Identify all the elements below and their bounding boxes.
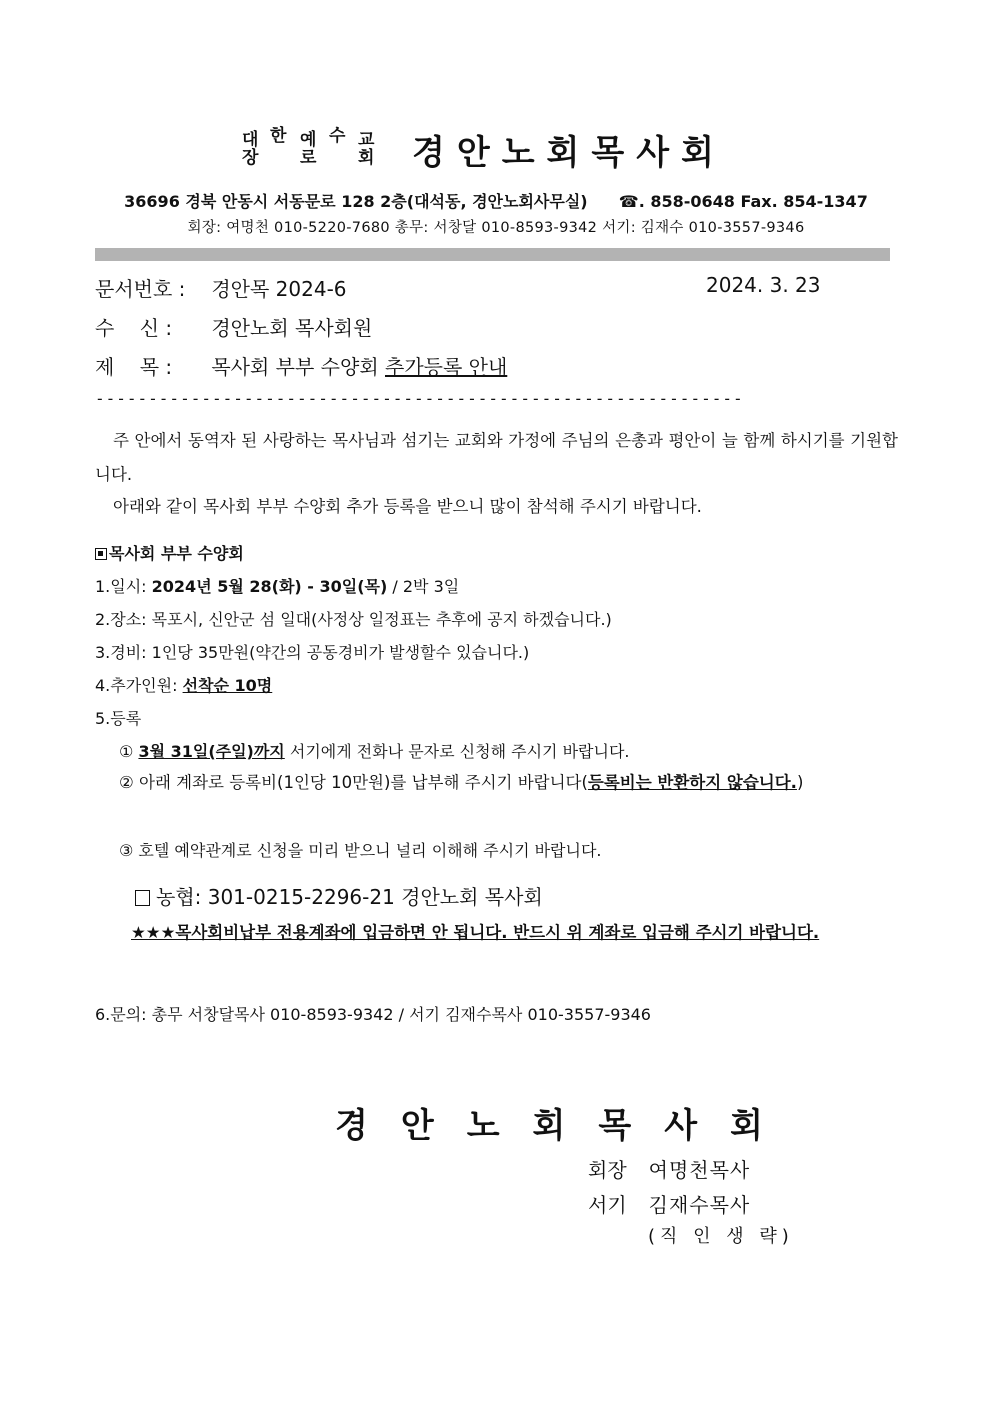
subject-value-underlined: 추가등록 안내 (385, 355, 508, 379)
registration-step-3 (119, 838, 602, 861)
greeting-paragraph: 주 안에서 동역자 된 사랑하는 목사님과 섬기는 교회와 가정에 주님의 은총과 평안이 늘 함께 하시기를 기원합니다. (95, 431, 898, 484)
denom-char: 수 (329, 126, 346, 146)
letterhead-title: 경안노회목사회 (412, 133, 726, 173)
recipient-row (95, 312, 372, 341)
subject-label: 제 목 : (95, 355, 173, 379)
payment-warning: ★★★목사회비납부 전용계좌에 입금하면 안 됩니다. 반드시 위 계좌로 입금해 주시기 바랍니다. (131, 923, 820, 942)
section-title-text: 목사회 부부 수양회 (109, 544, 244, 563)
item-additional (95, 673, 272, 696)
item-date-duration: / 2박 3일 (387, 577, 460, 596)
doc-number-value: 경안목 2024-6 (211, 277, 347, 301)
item-additional-label: 4.추가인원: (95, 676, 183, 695)
step-text-end: ) (796, 773, 804, 792)
denom-char: 대 (242, 130, 259, 150)
inquiry-line: 6.문의: 총무 서창달목사 010-8593-9342 / 서기 김재수목사 010-3557-9346 (95, 1005, 651, 1024)
telephone-icon: ☎ (618, 192, 639, 211)
step-number: ② (119, 773, 134, 792)
intro-paragraph: 아래와 같이 목사회 부부 수양회 추가 등록을 받으니 많이 참석해 주시기 바랍니다. (113, 497, 702, 516)
denom-char: 회 (358, 148, 375, 168)
registration-step-2 (119, 766, 898, 800)
signature-name: 여명천목사 (648, 1158, 751, 1182)
phone-fax: . 858-0648 Fax. 854-1347 (638, 192, 868, 211)
signature-secretary (588, 1189, 750, 1218)
checkbox-icon (135, 890, 150, 906)
recipient-value: 경안노회 목사회원 (211, 316, 373, 340)
address: 36696 경북 안동시 서동문로 128 2층(대석동, 경안노회사무실) (124, 192, 588, 211)
doc-number-label: 문서번호 : (95, 277, 186, 301)
signature-role: 서기 (588, 1193, 627, 1217)
item-registration: 5.등록 (95, 709, 142, 728)
section-title (95, 541, 244, 564)
denom-char: 장 (242, 148, 259, 168)
header-divider-bar (95, 248, 890, 261)
item-place: 2.장소: 목포시, 신안군 섬 일대(사정상 일정표는 추후에 공지 하겠습니다.) (95, 610, 612, 629)
item-additional-value: 선착순 10명 (182, 676, 273, 695)
signature-president (588, 1154, 750, 1183)
officers-contact: 회장: 여명천 010-5220-7680 총무: 서창달 010-8593-9342 서기: 김재수 010-3557-9346 (187, 220, 805, 236)
letterhead-address-line (0, 189, 992, 212)
step-text: 서기에게 전화나 문자로 신청해 주시기 바랍니다. (284, 742, 630, 761)
seal-omitted-note: (직 인 생 략) (648, 1226, 794, 1247)
deadline: 3월 31일(주일)까지 (138, 742, 285, 761)
step-text: 아래 계좌로 등록비(1인당 10만원)를 납부해 주시기 바랍니다( (133, 773, 588, 792)
bank-account (135, 881, 543, 910)
denom-char: 로 (300, 148, 317, 168)
doc-date: 2024. 3. 23 (706, 273, 821, 297)
item-cost: 3.경비: 1인당 35만원(약간의 공동경비가 발생할수 있습니다.) (95, 643, 530, 662)
registration-step-1 (119, 739, 630, 762)
bank-account-text: 농협: 301-0215-2296-21 경안노회 목사회 (156, 885, 543, 909)
item-date (95, 574, 459, 597)
recipient-label: 수 신 : (95, 316, 173, 340)
item-date-value: 2024년 5월 28(화) - 30일(목) (151, 577, 388, 596)
item-date-label: 1.일시: (95, 577, 152, 596)
separator-line: ------------------------------------------------------------- (95, 389, 744, 408)
step-number: ③ (119, 841, 134, 860)
step-text: 호텔 예약관계로 신청을 미리 받으니 널리 이해해 주시기 바랍니다. (133, 841, 602, 860)
denom-char: 교 (358, 130, 375, 150)
denom-char: 한 (270, 126, 287, 146)
subject-row (95, 351, 507, 380)
step-number: ① (119, 742, 134, 761)
subject-value: 목사회 부부 수양회 (211, 355, 385, 379)
denom-char: 예 (300, 130, 317, 150)
square-bullet-icon (95, 548, 107, 560)
signature-name: 김재수목사 (648, 1193, 751, 1217)
doc-number-row (95, 273, 347, 302)
signature-role: 회장 (588, 1158, 627, 1182)
no-refund-notice: 등록비는 반환하지 않습니다. (587, 773, 797, 792)
footer-org-name: 경안노회목사회 (335, 1106, 796, 1146)
